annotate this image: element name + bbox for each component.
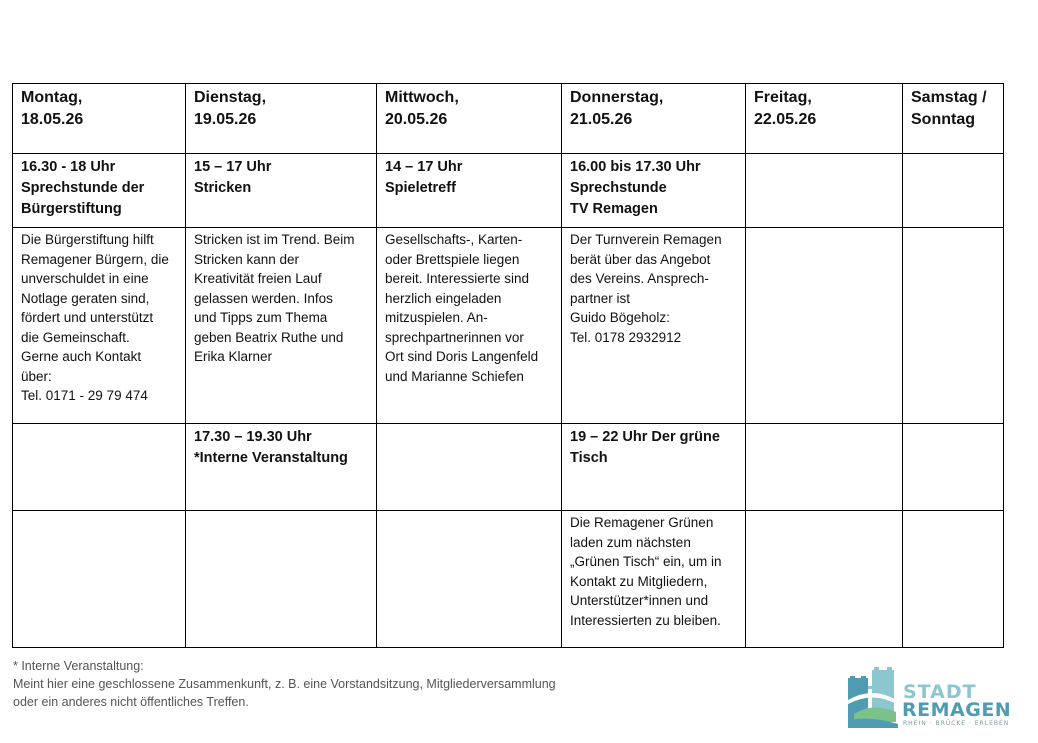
- stadt-remagen-logo: [846, 664, 1012, 730]
- logo-word-remagen: REMAGEN: [902, 699, 1012, 721]
- weekly-schedule-table: [12, 83, 1004, 648]
- empty-cell: [377, 511, 562, 648]
- event-title-wednesday: 14 – 17 Uhr Spieletreff: [377, 154, 562, 228]
- empty-cell: [186, 511, 377, 648]
- footnote: [13, 657, 556, 711]
- header-thursday: Donnerstag, 21.05.26: [562, 84, 746, 154]
- header-friday: Freitag, 22.05.26: [746, 84, 903, 154]
- event-desc-monday: Die Bürgerstiftung hilft Remagener Bürgern, die unverschuldet in eine Notlage geraten sind, fördert und unterstützt die Gemeinschaft. Gerne auch Kontakt über: Tel. 0171 - 29 79 474: [13, 228, 186, 424]
- logo-word-stadt: STADT: [903, 681, 977, 703]
- empty-cell: [746, 228, 903, 424]
- empty-cell: [13, 511, 186, 648]
- event-title-row-1: [13, 154, 1004, 228]
- header-tuesday: Dienstag, 19.05.26: [186, 84, 377, 154]
- event-title-monday: 16.30 - 18 Uhr Sprechstunde der Bürgerstiftung: [13, 154, 186, 228]
- empty-cell: [903, 154, 1004, 228]
- event-desc-thursday-evening: Die Remagener Grünen laden zum nächsten „Grünen Tisch“ ein, um in Kontakt zu Mitgliedern, Unterstützer*innen und Interessierten zu bleiben.: [562, 511, 746, 648]
- event-title-thursday-evening: 19 – 22 Uhr Der grüne Tisch: [562, 424, 746, 511]
- empty-cell: [13, 424, 186, 511]
- event-desc-thursday: Der Turnverein Remagen berät über das Angebot des Vereins. Ansprech- partner ist Guido Bögeholz: Tel. 0178 2932912: [562, 228, 746, 424]
- event-title-tuesday-evening: 17.30 – 19.30 Uhr *Interne Veranstaltung: [186, 424, 377, 511]
- header-wednesday: Mittwoch, 20.05.26: [377, 84, 562, 154]
- empty-cell: [377, 424, 562, 511]
- footnote-text: oder ein anderes nicht öffentliches Treffen.: [13, 695, 249, 709]
- event-title-tuesday: 15 – 17 Uhr Stricken: [186, 154, 377, 228]
- empty-cell: [903, 424, 1004, 511]
- event-title-thursday: 16.00 bis 17.30 Uhr Sprechstunde TV Remagen: [562, 154, 746, 228]
- event-desc-tuesday: Stricken ist im Trend. Beim Stricken kann der Kreativität freien Lauf gelassen werden. Infos und Tipps zum Thema geben Beatrix Ruthe und Erika Klarner: [186, 228, 377, 424]
- event-desc-row-2: [13, 511, 1004, 648]
- footnote-heading: * Interne Veranstaltung:: [13, 659, 144, 673]
- remagen-emblem-icon: [846, 664, 902, 730]
- empty-cell: [903, 228, 1004, 424]
- empty-cell: [746, 424, 903, 511]
- event-desc-row-1: [13, 228, 1004, 424]
- header-row: [13, 84, 1004, 154]
- event-title-row-2: [13, 424, 1004, 511]
- header-weekend: Samstag / Sonntag: [903, 84, 1004, 154]
- footnote-text: Meint hier eine geschlossene Zusammenkunft, z. B. eine Vorstandsitzung, Mitgliederversammlung: [13, 677, 556, 691]
- empty-cell: [903, 511, 1004, 648]
- logo-tagline: RHEIN · BRÜCKE · ERLEBEN: [903, 720, 1010, 727]
- empty-cell: [746, 511, 903, 648]
- empty-cell: [746, 154, 903, 228]
- header-monday: Montag, 18.05.26: [13, 84, 186, 154]
- event-desc-wednesday: Gesellschafts-, Karten- oder Brettspiele liegen bereit. Interessierte sind herzlich eingeladen mitzuspielen. An- sprechpartnerinnen vor Ort sind Doris Langenfeld und Marianne Schiefen: [377, 228, 562, 424]
